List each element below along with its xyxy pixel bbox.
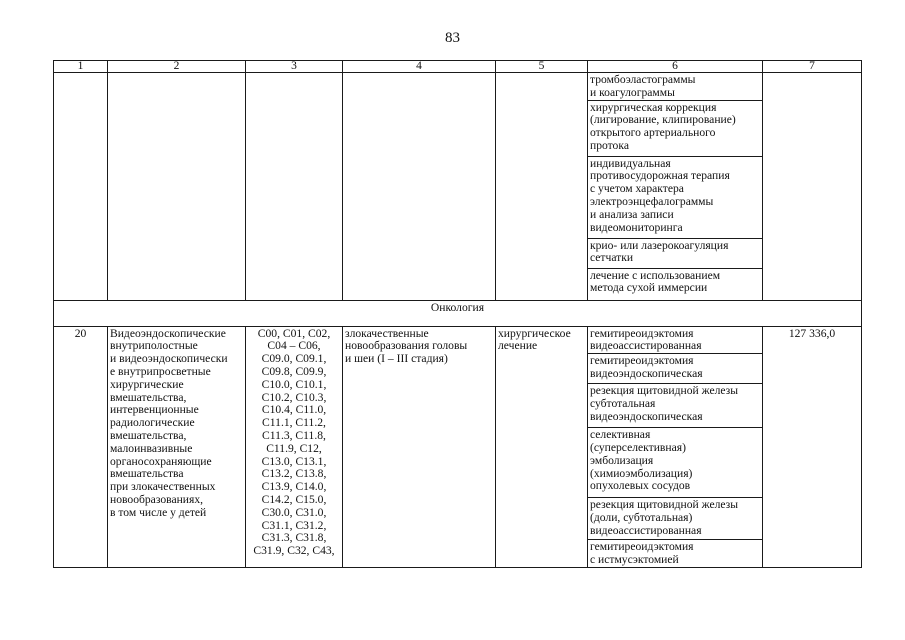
col-header-7: 7 <box>763 61 862 73</box>
patient-model: злокачественные новообразования головы и шеи (I – III стадия) <box>343 326 496 568</box>
continuation-cell-2 <box>108 73 246 301</box>
method-cell: индивидуальная противосудорожная терапия с учетом характера электроэнцефалограммы и анализа записи видеомониторинга <box>588 156 763 238</box>
method-cell: селективная (суперселективная) эмболизация (химиоэмболизация) опухолевых сосудов <box>588 428 763 498</box>
method-cell: гемитиреоидэктомия видеоассистированная <box>588 326 763 354</box>
care-type-name: Видеоэндоскопические внутриполостные и видеоэндоскопически е внутрипросветные хирургические вмешательства, интервенционные радиологические вмешательства, малоинвазивные органосохраняющие вмешательства при злокачественных новообразованиях, в том числе у детей <box>108 326 246 568</box>
method-cell: тромбоэластограммы и коагулограммы <box>588 73 763 101</box>
continuation-cell-3 <box>246 73 343 301</box>
method-cell: гемитиреоидэктомия с истмусэктомией <box>588 540 763 568</box>
continuation-cell-7 <box>763 73 862 301</box>
continuation-cell-1 <box>54 73 108 301</box>
cost-value: 127 336,0 <box>763 326 862 568</box>
col-header-3: 3 <box>246 61 343 73</box>
care-types-table <box>53 60 862 568</box>
col-header-2: 2 <box>108 61 246 73</box>
table-row <box>54 326 862 354</box>
continuation-row <box>54 73 862 101</box>
row-number: 20 <box>54 326 108 568</box>
col-header-1: 1 <box>54 61 108 73</box>
column-number-row <box>54 61 862 73</box>
col-header-6: 6 <box>588 61 763 73</box>
section-title: Онкология <box>54 300 862 326</box>
continuation-cell-4 <box>343 73 496 301</box>
method-cell: хирургическая коррекция (лигирование, клипирование) открытого артериального протока <box>588 100 763 156</box>
method-cell: гемитиреоидэктомия видеоэндоскопическая <box>588 354 763 384</box>
icd-codes: C00, C01, C02, C04 – C06, C09.0, C09.1, C09.8, C09.9, C10.0, C10.1, C10.2, C10.3, C10.4, C11.0, C11.1, C11.2, C11.3, C11.8, C11.9, C12, C13.0, C13.1, C13.2, C13.8, C13.9, C14.0, C14.2, C15.0, C30.0, C31.0, C31.1, C31.2, C31.3, C31.8, C31.9, C32, C43, <box>246 326 343 568</box>
method-cell: крио- или лазерокоагуляция сетчатки <box>588 238 763 268</box>
method-cell: резекция щитовидной железы (доли, субтотальная) видеоассистированная <box>588 498 763 540</box>
method-cell: резекция щитовидной железы субтотальная видеоэндоскопическая <box>588 384 763 428</box>
section-row <box>54 300 862 326</box>
page-number: 83 <box>445 30 460 46</box>
col-header-4: 4 <box>343 61 496 73</box>
col-header-5: 5 <box>496 61 588 73</box>
method-cell: лечение с использованием метода сухой иммерсии <box>588 268 763 300</box>
treatment-type: хирургическое лечение <box>496 326 588 568</box>
continuation-cell-5 <box>496 73 588 301</box>
